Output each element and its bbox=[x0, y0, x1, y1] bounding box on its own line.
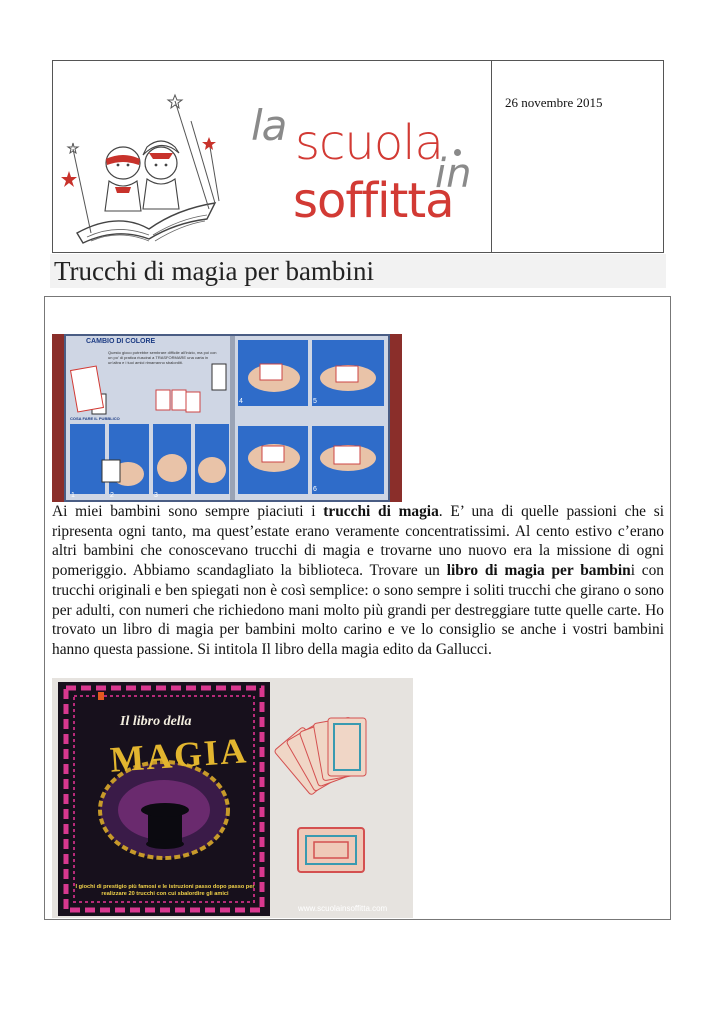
children-on-book-icon bbox=[57, 91, 225, 249]
logo-la: la bbox=[251, 101, 287, 150]
article-text-2: . E’ una di quelle passioni che si ripresenta ogni tanto, ma quest’estate erano veramente concentratissimi. Al cento estivo c’erano altri bambini che conoscevano trucchi di magia e trovarne uno nuovo era la missione di ogni pomeriggio. Abbiamo scandagliato la biblioteca. Trovare un bbox=[52, 503, 664, 580]
article-text-1: Ai miei bambini sono sempre piaciuti i bbox=[52, 503, 324, 520]
article-text-3: i con trucchi originali e ben spiegati non è così semplice: o sono sempre i soliti trucchi che girano o sono per adulti, con numeri che richiedono mani molto più grandi per destreggiare tutte quelle carte. Ho trovato un libro di magia per bambini molto carino e ve lo consiglio se anche i vostri bambini hanno questa passione. Si intitola Il libro della magia edito da Gallucci. bbox=[52, 562, 664, 658]
magic-book-cover-photo bbox=[52, 678, 413, 918]
article-bold-2: libro di magia per bambin bbox=[446, 562, 631, 580]
logo-wordmark bbox=[249, 93, 489, 243]
logo-in: in bbox=[435, 151, 472, 197]
logo-illustration bbox=[57, 91, 225, 249]
book-title-main: MAGIA bbox=[108, 730, 250, 780]
article-body bbox=[52, 502, 664, 660]
book-title-top: Il libro della bbox=[120, 714, 192, 729]
article-bold-1: trucchi di magia bbox=[323, 503, 439, 520]
book-cover-image bbox=[52, 678, 413, 918]
title-bar bbox=[50, 254, 666, 288]
trick-intro: Questo gioco potrebbe sembrare difficile all'inizio, ma poi con un po' di pratica riuscirai a TRASFORMARE una carta in un'altra e i tuoi amici rimarranno sbalorditi. bbox=[108, 350, 217, 365]
header-table bbox=[52, 60, 664, 253]
photo-watermark: www.scuolainsoffitta.com bbox=[298, 904, 388, 913]
step-number: 4 bbox=[239, 398, 243, 405]
step-number: 2 bbox=[110, 492, 114, 499]
header-divider bbox=[491, 61, 492, 252]
logo-soffitta: soffitta bbox=[293, 173, 454, 229]
book-blurb: I giochi di prestigio più famosi e le istruzioni passo dopo passo per realizzare 20 trucchi con cui sbalordire gli amici bbox=[75, 884, 255, 897]
page-title: Trucchi di magia per bambini bbox=[54, 256, 374, 286]
step-number: 6 bbox=[313, 486, 317, 493]
magic-book-spread-photo bbox=[52, 334, 402, 502]
post-date: 26 novembre 2015 bbox=[505, 95, 603, 110]
step-number: 1 bbox=[71, 492, 75, 499]
trick-heading: CAMBIO DI COLORE bbox=[86, 338, 156, 345]
logo-scuola: scuola bbox=[295, 115, 443, 171]
trick-caption: COSA FARE IL PUBBLICO bbox=[70, 416, 120, 421]
step-number: 5 bbox=[313, 398, 317, 405]
step-number: 3 bbox=[154, 492, 158, 499]
